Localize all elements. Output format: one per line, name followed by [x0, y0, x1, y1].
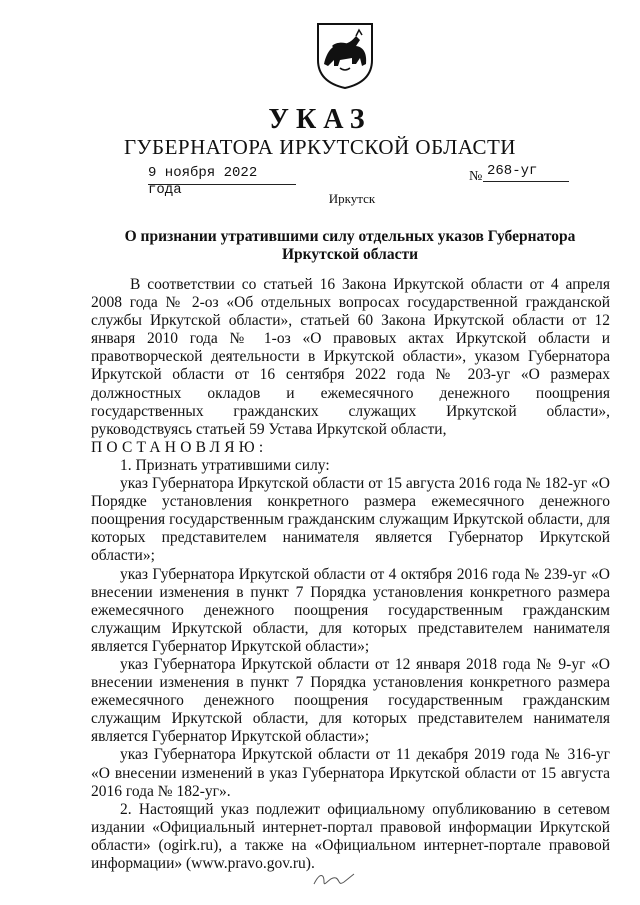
irkutsk-coat-of-arms-icon: [312, 20, 378, 90]
number-label: №: [469, 169, 483, 184]
item-1-subparagraph: указ Губернатора Иркутской области от 15 августа 2016 года № 182-уг «О Порядке установления конкретного размера ежемесячного денежного поощрения государственным гражданским служащим Иркутской области, для которых представителем нанимателя является Губернатор Иркутской области»;: [91, 475, 610, 565]
item-1-subparagraph: указ Губернатора Иркутской области от 11 декабря 2019 года № 316-уг «О внесении изменений в указ Губернатора Иркутской области от 15 августа 2016 года № 182-уг».: [91, 746, 610, 800]
item-1-subparagraph: указ Губернатора Иркутской области от 12 января 2018 года № 9-уг «О внесении изменения в пункт 7 Порядка установления конкретного размера ежемесячного денежного поощрения государственным гражданским служащим Иркутской области, для которых представителем нанимателя является Губернатор Иркутской области»;: [91, 655, 610, 746]
decree-number: 268-уг: [483, 163, 569, 182]
item-1: 1. Признать утратившими силу:: [120, 456, 330, 474]
decree-body: [91, 276, 610, 873]
preamble-paragraph: В соответствии со статьей 16 Закона Иркутской области от 4 апреля 2008 года № 2-оз «Об отдельных вопросах государственной гражданской службы Иркутской области», статьей 60 Закона Иркутской области от 12 января 2010 года № 1-оз «О правовых актах Иркутской области и правотворческой деятельности в Иркутской области», указом Губернатора Иркутской области от 16 сентября 2022 года № 203-уг «О размерах должностных окладов и ежемесячного денежного поощрения государственных гражданских служащих Иркутской области», руководствуясь статьей 59 Устава Иркутской области,: [91, 276, 610, 438]
decree-date: 9 ноября 2022 года: [148, 165, 296, 185]
city-name: Иркутск: [328, 191, 376, 206]
decree-heading: О признании утратившими силу отдельных указов Губернатора Иркутской области: [124, 228, 576, 263]
signature-mark-icon: [310, 868, 358, 890]
item-2: 2. Настоящий указ подлежит официальному опубликованию в сетевом издании «Официальный интернет-портал правовой информации Иркутской области» (ogirk.ru), а также на «Официальном интернет-портале правовой информации» (www.pravo.gov.ru).: [91, 800, 610, 872]
issuer-title: ГУБЕРНАТОРА ИРКУТСКОЙ ОБЛАСТИ: [124, 135, 516, 159]
item-1-subparagraph: указ Губернатора Иркутской области от 4 октября 2016 года № 239-уг «О внесении изменения в пункт 7 Порядка установления конкретного размера ежемесячного денежного поощрения государственным гражданским служащим Иркутской области, для которых представителем нанимателя является Губернатор Иркутской области»;: [91, 565, 610, 655]
decree-title: УКАЗ: [268, 104, 372, 135]
decree-word: ПОСТАНОВЛЯЮ:: [91, 438, 268, 456]
